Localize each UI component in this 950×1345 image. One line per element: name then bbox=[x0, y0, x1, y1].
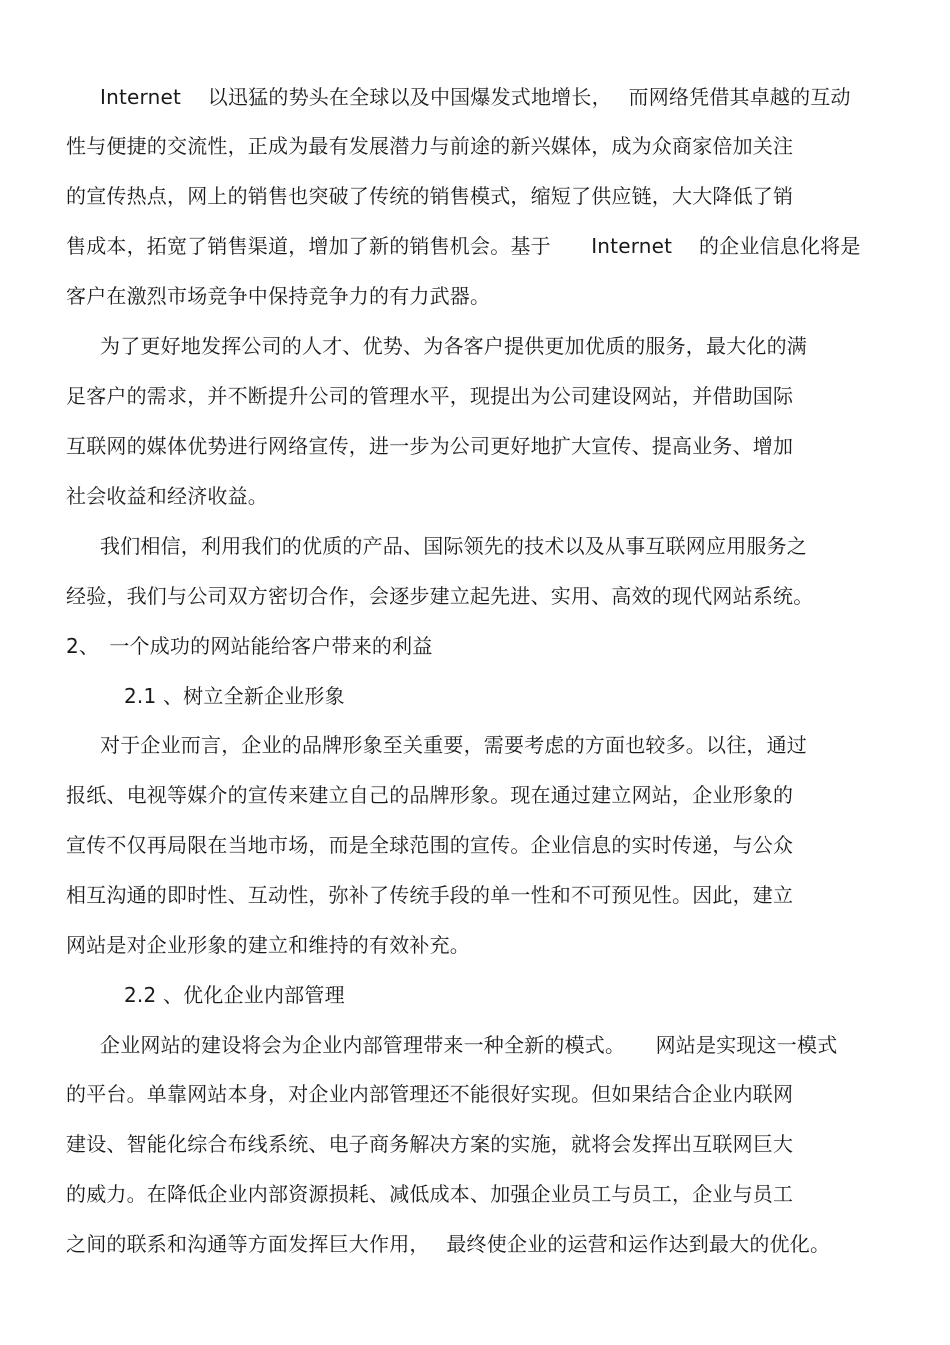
paragraph-2-line-1: 为了更好地发挥公司的人才、优势、为各客户提供更加优质的服务，最大化的满 bbox=[100, 334, 807, 358]
section-2-1-line-1: 对于企业而言，企业的品牌形象至关重要，需要考虑的方面也较多。以往，通过 bbox=[100, 733, 807, 757]
section-2-2-line-5: 之间的联系和沟通等方面发挥巨大作用， 最终使企业的运营和运作达到最大的优化。 bbox=[66, 1232, 831, 1256]
section-2-heading: 2、 一个成功的网站能给客户带来的利益 bbox=[66, 634, 433, 658]
paragraph-3-line-2: 经验，我们与公司双方密切合作，会逐步建立起先进、实用、高效的现代网站系统。 bbox=[66, 584, 814, 608]
paragraph-2-line-2: 足客户的需求，并不断提升公司的管理水平，现提出为公司建设网站，并借助国际 bbox=[66, 384, 794, 408]
paragraph-1-line-3: 的宣传热点，网上的销售也突破了传统的销售模式，缩短了供应链，大大降低了销 bbox=[66, 184, 794, 208]
section-2-1-line-4: 相互沟通的即时性、互动性，弥补了传统手段的单一性和不可预见性。因此，建立 bbox=[66, 883, 794, 907]
section-2-2-line-2: 的平台。单靠网站本身，对企业内部管理还不能很好实现。但如果结合企业内联网 bbox=[66, 1082, 794, 1106]
section-2-1-line-5: 网站是对企业形象的建立和维持的有效补充。 bbox=[66, 933, 470, 957]
section-2-2-line-4: 的威力。在降低企业内部资源损耗、减低成本、加强企业员工与员工，企业与员工 bbox=[66, 1182, 794, 1206]
paragraph-1-line-2: 性与便捷的交流性，正成为最有发展潜力与前途的新兴媒体，成为众商家倍加关注 bbox=[66, 134, 794, 158]
section-2-1-line-3: 宣传不仅再局限在当地市场，而是全球范围的宣传。企业信息的实时传递，与公众 bbox=[66, 833, 794, 857]
section-2-2-heading: 2.2 、优化企业内部管理 bbox=[124, 983, 345, 1007]
paragraph-2-line-4: 社会收益和经济收益。 bbox=[66, 484, 268, 508]
paragraph-1-line-5: 客户在激烈市场竞争中保持竞争力的有力武器。 bbox=[66, 284, 491, 308]
section-2-1-heading: 2.1 、树立全新企业形象 bbox=[124, 684, 345, 708]
paragraph-2-line-3: 互联网的媒体优势进行网络宣传，进一步为公司更好地扩大宣传、提高业务、增加 bbox=[66, 434, 794, 458]
paragraph-1-line-4: 售成本，拓宽了销售渠道，增加了新的销售机会。基于 Internet 的企业信息化将是 bbox=[66, 234, 861, 258]
paragraph-3-line-1: 我们相信，利用我们的优质的产品、国际领先的技术以及从事互联网应用服务之 bbox=[100, 534, 807, 558]
section-2-2-line-3: 建设、智能化综合布线系统、电子商务解决方案的实施，就将会发挥出互联网巨大 bbox=[66, 1132, 794, 1156]
paragraph-1-line-1: Internet 以迅猛的势头在全球以及中国爆发式地增长， 而网络凭借其卓越的互动 bbox=[100, 85, 851, 109]
section-2-2-line-1: 企业网站的建设将会为企业内部管理带来一种全新的模式。 网站是实现这一模式 bbox=[100, 1033, 838, 1057]
section-2-1-line-2: 报纸、电视等媒介的宣传来建立自己的品牌形象。现在通过建立网站，企业形象的 bbox=[66, 783, 794, 807]
